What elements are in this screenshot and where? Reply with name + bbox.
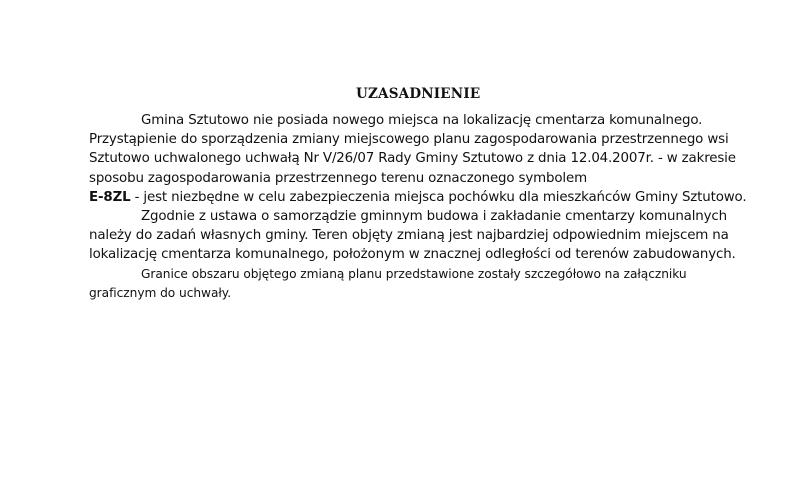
paragraph-line: Przystąpienie do sporządzenia zmiany miejscowego planu zagospodarowania przestrzennego wsi bbox=[89, 132, 729, 148]
paragraph-boundaries bbox=[89, 265, 749, 303]
paragraph-line: lokalizację cmentarza komunalnego, położonym w znacznej odległości od terenów zabudowanych. bbox=[89, 247, 736, 263]
document-body bbox=[89, 111, 749, 303]
paragraph-line: sposobu zagospodarowania przestrzennego terenu oznaczonego symbolem bbox=[89, 170, 587, 186]
paragraph-line: Gmina Sztutowo nie posiada nowego miejsca na lokalizację cmentarza komunalnego. bbox=[141, 113, 703, 128]
paragraph-line: Granice obszaru objętego zmianą planu przedstawione zostały szczegółowo na załączniku bbox=[141, 266, 687, 281]
paragraph-line: Zgodnie z ustawa o samorządzie gminnym budowa i zakładanie cmentarzy komunalnych bbox=[141, 208, 727, 224]
paragraph-legal-basis bbox=[89, 207, 749, 265]
paragraph-line: należy do zadań własnych gminy. Teren objęty zmianą jest najbardziej odpowiednim miejscem na bbox=[89, 228, 729, 244]
paragraph-line-symbol bbox=[89, 188, 749, 207]
paragraph-justification-intro bbox=[89, 111, 749, 207]
paragraph-line-rest: - jest niezbędne w celu zabezpieczenia miejsca pochówku dla mieszkańców Gminy Sztutowo. bbox=[130, 189, 747, 205]
paragraph-line: Sztutowo uchwalonego uchwałą Nr V/26/07 Rady Gminy Sztutowo z dnia 12.04.2007r. - w zakresie bbox=[89, 151, 736, 167]
paragraph-line: graficznym do uchwały. bbox=[89, 285, 232, 300]
area-symbol: E-8ZL bbox=[89, 189, 131, 205]
document-title: UZASADNIENIE bbox=[356, 86, 481, 102]
